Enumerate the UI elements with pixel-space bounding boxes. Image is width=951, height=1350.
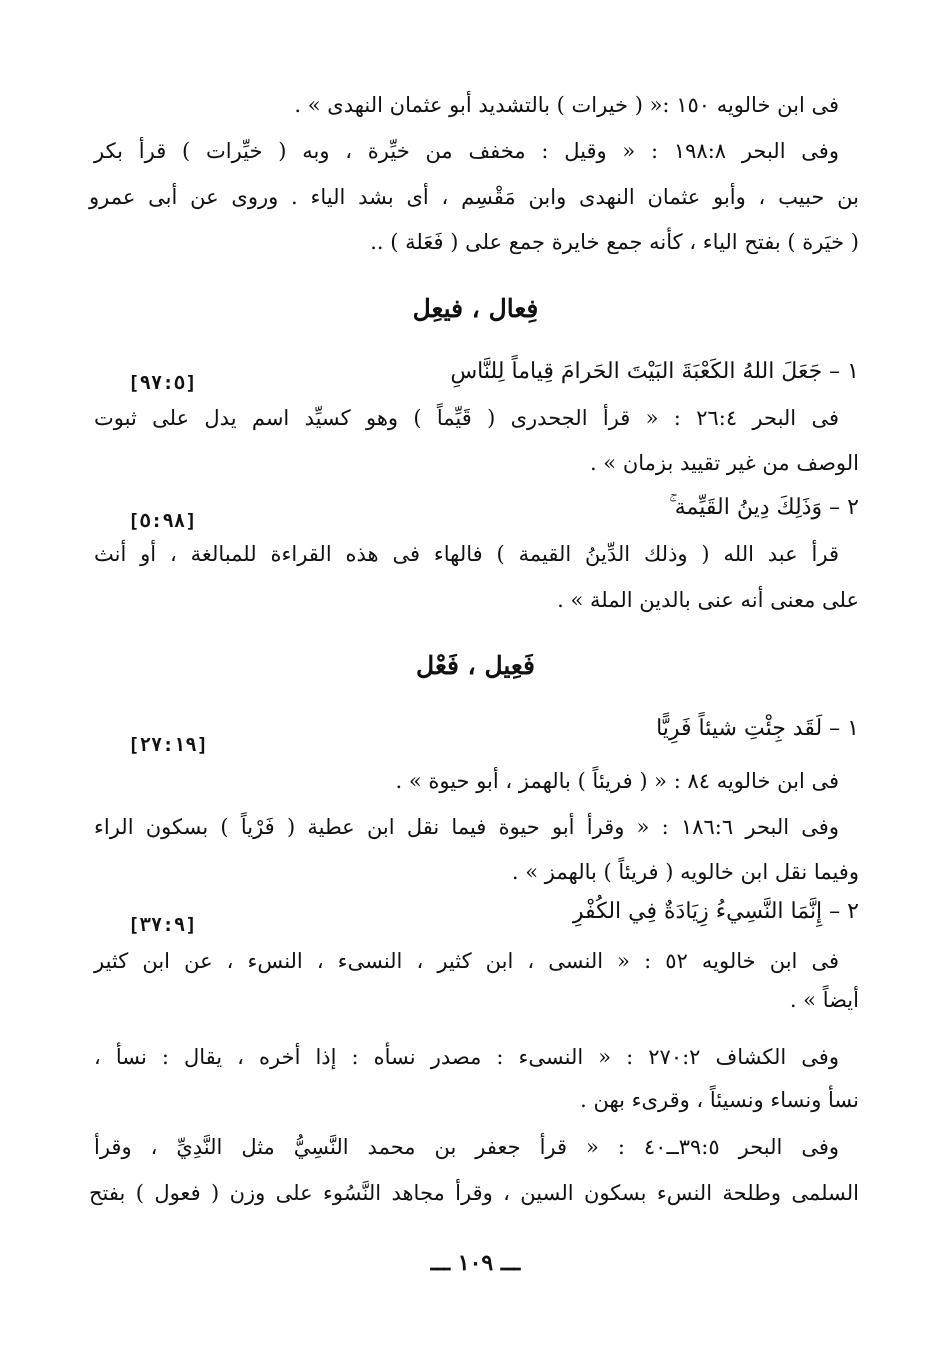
text-line: أيضاً » .: [789, 988, 859, 1012]
verse-reference: [٣٧:٩]: [128, 914, 197, 936]
page-number: ـــ ١٠٩ ـــ: [430, 1250, 521, 1276]
verse-reference: [٥:٩٨]: [128, 510, 197, 532]
text-line: وفيما نقل ابن خالويه ( فريئاً ) بالهمز » .: [511, 860, 859, 884]
text-line: فى ابن خالويه ٨٤ : « ( فريئاً ) بالهمز ، أبو حيوة » .: [395, 769, 839, 793]
verse-line: ٢ – وَذَلِكَ دِينُ القَيِّمة ۚ: [669, 495, 859, 520]
text-line: فى ابن خالويه ١٥٠ :« ( خيرات ) بالتشديد أبو عثمان النهدى » .: [294, 93, 839, 117]
text-line: بن حبيب ، وأبو عثمان النهدى وابن مَقْسِم ، أى بشد الياء . وروى عن أبى عمرو: [89, 185, 859, 209]
text-line: نسأ ونساء ونسيئاً ، وقرىء بهن .: [580, 1088, 859, 1112]
text-line: ( خيَرة ) بفتح الياء ، كأنه جمع خايرة جمع على ( فَعَلة ) ..: [370, 230, 859, 254]
verse-reference: [٩٧:٥]: [128, 372, 197, 394]
verse-line: ١ – لَقَد جِئْتِ شيئاً فَرِيًّا: [656, 716, 859, 741]
text-line: وفى البحر ٣٩:٥ــ٤٠ : « قرأ جعفر بن محمد النَّسِيُّ مثل النَّدِيِّ ، وقرأ: [94, 1135, 840, 1159]
text-line: فى البحر ٢٦:٤ : « قرأ الجحدرى ( قَيِّماً ) وهو كسيِّد اسم يدل على ثبوت: [94, 406, 839, 430]
verse-reference: [٢٧:١٩]: [128, 734, 209, 756]
text-line: السلمى وطلحة النسء بسكون السين ، وقرأ مجاهد النَّسُوء على وزن ( فعول ) بفتح: [89, 1181, 859, 1205]
text-line: على معنى أنه عنى بالدين الملة » .: [557, 588, 859, 612]
text-line: وفى البحر ١٩٨:٨ : « وقيل : مخفف من خيِّرة ، وبه ( خيِّرات ) قرأ بكر: [94, 139, 839, 163]
text-line: الوصف من غير تقييد بزمان » .: [589, 451, 859, 475]
section-heading: فِعال ، فيعِل: [412, 294, 539, 323]
verse-line: ١ – جَعَلَ اللهُ الكَعْبَةَ البَيْتَ الحَرامَ قِياماً لِلنَّاسِ: [450, 359, 859, 384]
text-line: فى ابن خالويه ٥٢ : « النسى ، ابن كثير ، النسىء ، النسء ، عن ابن كثير: [94, 949, 839, 973]
text-line: قرأ عبد الله ( وذلك الدِّينُ القيمة ) فالهاء فى هذه القراءة للمبالغة ، أو أنث: [94, 542, 839, 566]
verse-line: ٢ – إِنَّمَا النَّسِيءُ زِيَادَةٌ فِي الكُفْرِ: [572, 899, 859, 924]
text-line: وفى البحر ١٨٦:٦ : « وقرأ أبو حيوة فيما نقل ابن عطية ( فَرْياً ) بسكون الراء: [94, 815, 839, 839]
text-line: وفى الكشاف ٢٧٠:٢ : « النسىء : مصدر نسأه : إذا أخره ، يقال : نسأ ،: [94, 1045, 839, 1069]
section-heading: فَعِيل ، فَعْل: [416, 651, 535, 680]
